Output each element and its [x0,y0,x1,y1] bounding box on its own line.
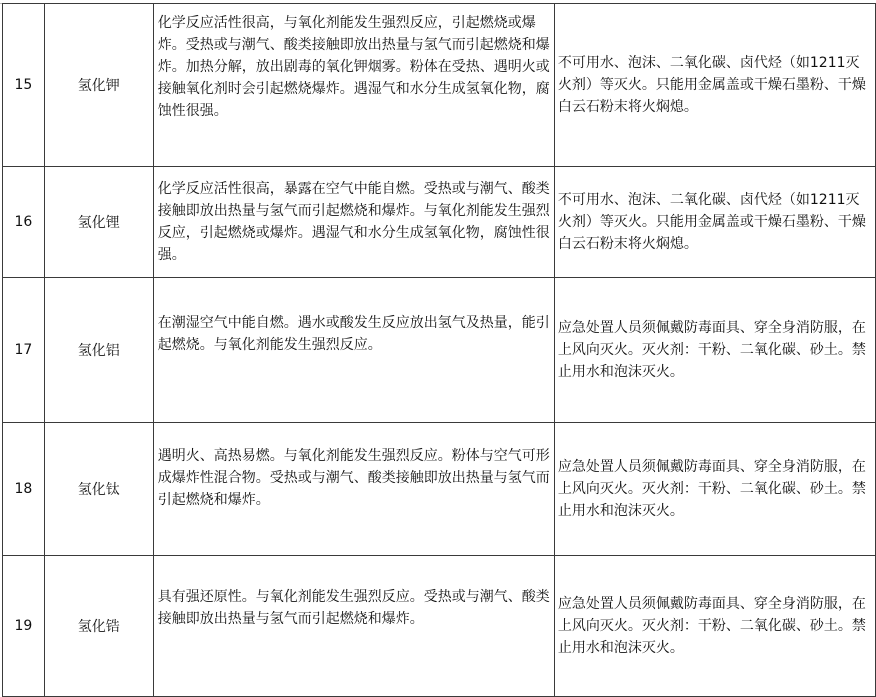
row-number: 19 [3,556,45,697]
substance-name: 氢化锂 [44,167,153,278]
substance-name: 氢化钛 [44,423,153,556]
table-row [3,167,876,278]
extinguishing-method: 应急处置人员须佩戴防毒面具、穿全身消防服，在上风向灭火。灭火剂：干粉、二氧化碳、砂土。禁止用水和泡沫灭火。 [554,278,875,423]
hazard-properties: 在潮湿空气中能自燃。遇水或酸发生反应放出氢气及热量，能引起燃烧。与氧化剂能发生强烈反应。 [153,278,554,423]
row-number: 17 [3,278,45,423]
extinguishing-method: 不可用水、泡沫、二氧化碳、卤代烃（如1211灭火剂）等灭火。只能用金属盖或干燥石墨粉、干燥白云石粉末将火焖熄。 [554,167,875,278]
row-number: 16 [3,167,45,278]
table-row [3,556,876,697]
hazard-properties: 化学反应活性很高，与氧化剂能发生强烈反应，引起燃烧或爆炸。受热或与潮气、酸类接触即放出热量与氢气而引起燃烧和爆炸。加热分解，放出剧毒的氧化钾烟雾。粉体在受热、遇明火或接触氧化剂时会引起燃烧爆炸。遇湿气和水分生成氢氧化物，腐蚀性很强。 [153,4,554,167]
row-number: 15 [3,4,45,167]
table-row [3,423,876,556]
extinguishing-method: 应急处置人员须佩戴防毒面具、穿全身消防服，在上风向灭火。灭火剂：干粉、二氧化碳、砂土。禁止用水和泡沫灭火。 [554,423,875,556]
hazard-table [2,3,876,697]
substance-name: 氢化铝 [44,278,153,423]
table-row [3,278,876,423]
extinguishing-method: 不可用水、泡沫、二氧化碳、卤代烃（如1211灭火剂）等灭火。只能用金属盖或干燥石墨粉、干燥白云石粉末将火焖熄。 [554,4,875,167]
hazard-properties: 化学反应活性很高，暴露在空气中能自燃。受热或与潮气、酸类接触即放出热量与氢气而引起燃烧和爆炸。与氧化剂能发生强烈反应，引起燃烧或爆炸。遇湿气和水分生成氢氧化物，腐蚀性很强。 [153,167,554,278]
extinguishing-method: 应急处置人员须佩戴防毒面具、穿全身消防服，在上风向灭火。灭火剂：干粉、二氧化碳、砂土。禁止用水和泡沫灭火。 [554,556,875,697]
substance-name: 氢化锆 [44,556,153,697]
row-number: 18 [3,423,45,556]
hazard-properties: 遇明火、高热易燃。与氧化剂能发生强烈反应。粉体与空气可形成爆炸性混合物。受热或与潮气、酸类接触即放出热量与氢气而引起燃烧和爆炸。 [153,423,554,556]
hazard-properties: 具有强还原性。与氧化剂能发生强烈反应。受热或与潮气、酸类接触即放出热量与氢气而引起燃烧和爆炸。 [153,556,554,697]
substance-name: 氢化钾 [44,4,153,167]
table-row [3,4,876,167]
